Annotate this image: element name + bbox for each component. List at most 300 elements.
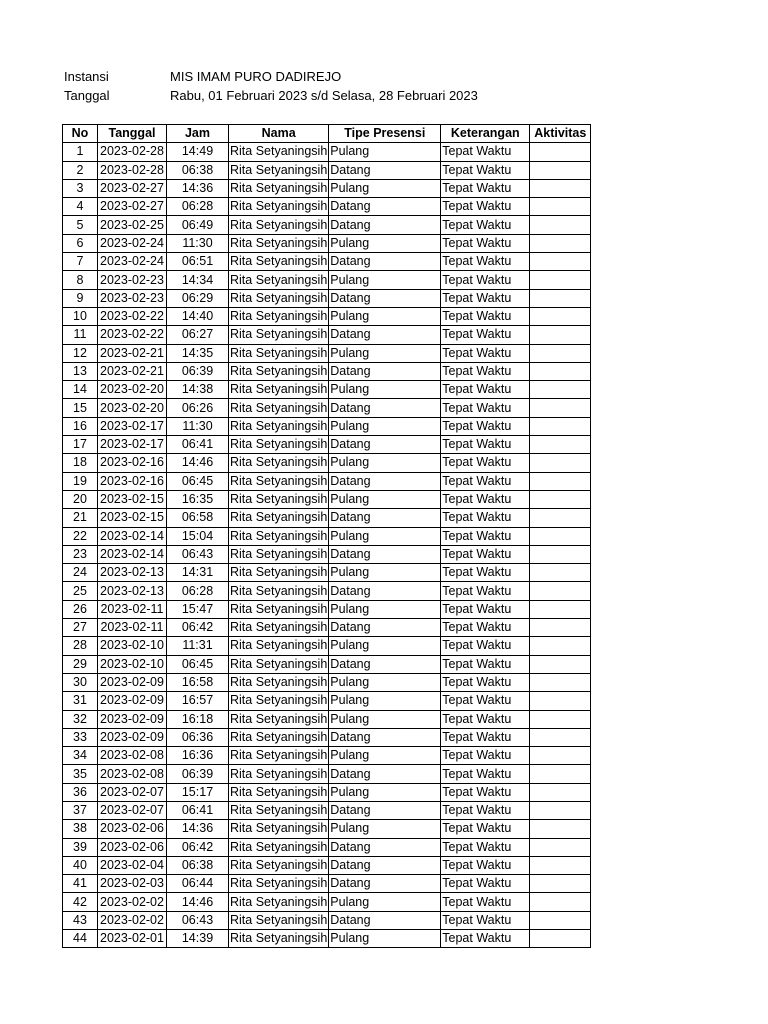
cell-nama: Rita Setyaningsih xyxy=(229,253,329,271)
cell-nama: Rita Setyaningsih xyxy=(229,545,329,563)
cell-nama: Rita Setyaningsih xyxy=(229,289,329,307)
cell-jam: 14:49 xyxy=(167,143,229,161)
cell-keterangan: Tepat Waktu xyxy=(441,564,530,582)
table-row xyxy=(63,765,591,783)
header-tanggal: Tanggal xyxy=(98,125,167,143)
cell-nama: Rita Setyaningsih xyxy=(229,417,329,435)
table-row xyxy=(63,637,591,655)
table-row xyxy=(63,820,591,838)
cell-aktivitas xyxy=(530,527,591,545)
table-row xyxy=(63,893,591,911)
cell-nama: Rita Setyaningsih xyxy=(229,783,329,801)
cell-tipe-presensi: Pulang xyxy=(329,381,441,399)
cell-aktivitas xyxy=(530,216,591,234)
table-row xyxy=(63,838,591,856)
cell-jam: 06:44 xyxy=(167,875,229,893)
cell-nama: Rita Setyaningsih xyxy=(229,527,329,545)
cell-tipe-presensi: Datang xyxy=(329,582,441,600)
cell-tanggal: 2023-02-02 xyxy=(98,911,167,929)
cell-tipe-presensi: Datang xyxy=(329,472,441,490)
cell-aktivitas xyxy=(530,838,591,856)
cell-tipe-presensi: Datang xyxy=(329,911,441,929)
table-row xyxy=(63,253,591,271)
cell-jam: 11:31 xyxy=(167,637,229,655)
table-row xyxy=(63,454,591,472)
cell-tanggal: 2023-02-16 xyxy=(98,454,167,472)
table-row xyxy=(63,564,591,582)
cell-tipe-presensi: Pulang xyxy=(329,637,441,655)
cell-jam: 06:42 xyxy=(167,838,229,856)
table-row xyxy=(63,216,591,234)
cell-keterangan: Tepat Waktu xyxy=(441,582,530,600)
cell-tanggal: 2023-02-10 xyxy=(98,637,167,655)
cell-aktivitas xyxy=(530,673,591,691)
cell-tanggal: 2023-02-22 xyxy=(98,307,167,325)
cell-jam: 14:40 xyxy=(167,307,229,325)
cell-tipe-presensi: Pulang xyxy=(329,417,441,435)
cell-jam: 14:36 xyxy=(167,820,229,838)
cell-nama: Rita Setyaningsih xyxy=(229,692,329,710)
cell-aktivitas xyxy=(530,801,591,819)
cell-nama: Rita Setyaningsih xyxy=(229,161,329,179)
table-row xyxy=(63,417,591,435)
cell-keterangan: Tepat Waktu xyxy=(441,253,530,271)
cell-nama: Rita Setyaningsih xyxy=(229,637,329,655)
cell-keterangan: Tepat Waktu xyxy=(441,307,530,325)
cell-tanggal: 2023-02-27 xyxy=(98,198,167,216)
header-nama: Nama xyxy=(229,125,329,143)
cell-jam: 06:39 xyxy=(167,765,229,783)
cell-tanggal: 2023-02-06 xyxy=(98,820,167,838)
cell-aktivitas xyxy=(530,856,591,874)
table-row xyxy=(63,436,591,454)
cell-aktivitas xyxy=(530,600,591,618)
cell-jam: 06:45 xyxy=(167,655,229,673)
table-header-row xyxy=(63,125,591,143)
table-row xyxy=(63,509,591,527)
cell-tanggal: 2023-02-06 xyxy=(98,838,167,856)
cell-keterangan: Tepat Waktu xyxy=(441,454,530,472)
cell-keterangan: Tepat Waktu xyxy=(441,417,530,435)
cell-tipe-presensi: Pulang xyxy=(329,893,441,911)
cell-jam: 06:49 xyxy=(167,216,229,234)
cell-aktivitas xyxy=(530,509,591,527)
cell-tipe-presensi: Pulang xyxy=(329,344,441,362)
cell-jam: 06:38 xyxy=(167,856,229,874)
cell-keterangan: Tepat Waktu xyxy=(441,856,530,874)
cell-no: 35 xyxy=(63,765,98,783)
cell-nama: Rita Setyaningsih xyxy=(229,271,329,289)
table-row xyxy=(63,911,591,929)
cell-aktivitas xyxy=(530,271,591,289)
cell-keterangan: Tepat Waktu xyxy=(441,326,530,344)
cell-tipe-presensi: Datang xyxy=(329,362,441,380)
cell-tipe-presensi: Datang xyxy=(329,838,441,856)
cell-keterangan: Tepat Waktu xyxy=(441,381,530,399)
cell-jam: 15:04 xyxy=(167,527,229,545)
cell-tanggal: 2023-02-16 xyxy=(98,472,167,490)
cell-jam: 06:51 xyxy=(167,253,229,271)
cell-aktivitas xyxy=(530,472,591,490)
cell-keterangan: Tepat Waktu xyxy=(441,490,530,508)
cell-keterangan: Tepat Waktu xyxy=(441,875,530,893)
cell-tipe-presensi: Pulang xyxy=(329,564,441,582)
cell-no: 9 xyxy=(63,289,98,307)
cell-tanggal: 2023-02-14 xyxy=(98,527,167,545)
cell-keterangan: Tepat Waktu xyxy=(441,747,530,765)
cell-aktivitas xyxy=(530,289,591,307)
cell-tanggal: 2023-02-14 xyxy=(98,545,167,563)
cell-tanggal: 2023-02-13 xyxy=(98,582,167,600)
cell-nama: Rita Setyaningsih xyxy=(229,801,329,819)
cell-tanggal: 2023-02-21 xyxy=(98,344,167,362)
cell-jam: 06:58 xyxy=(167,509,229,527)
cell-aktivitas xyxy=(530,820,591,838)
cell-tanggal: 2023-02-22 xyxy=(98,326,167,344)
cell-aktivitas xyxy=(530,143,591,161)
cell-tipe-presensi: Pulang xyxy=(329,783,441,801)
cell-no: 30 xyxy=(63,673,98,691)
cell-tipe-presensi: Pulang xyxy=(329,307,441,325)
cell-jam: 06:27 xyxy=(167,326,229,344)
table-row xyxy=(63,307,591,325)
cell-nama: Rita Setyaningsih xyxy=(229,930,329,948)
cell-jam: 16:57 xyxy=(167,692,229,710)
table-row xyxy=(63,289,591,307)
cell-nama: Rita Setyaningsih xyxy=(229,564,329,582)
cell-jam: 06:36 xyxy=(167,728,229,746)
cell-jam: 16:36 xyxy=(167,747,229,765)
cell-tanggal: 2023-02-27 xyxy=(98,179,167,197)
cell-aktivitas xyxy=(530,344,591,362)
cell-tipe-presensi: Pulang xyxy=(329,527,441,545)
cell-keterangan: Tepat Waktu xyxy=(441,362,530,380)
cell-no: 43 xyxy=(63,911,98,929)
cell-tanggal: 2023-02-17 xyxy=(98,436,167,454)
cell-keterangan: Tepat Waktu xyxy=(441,344,530,362)
cell-tipe-presensi: Pulang xyxy=(329,820,441,838)
cell-nama: Rita Setyaningsih xyxy=(229,344,329,362)
cell-aktivitas xyxy=(530,692,591,710)
cell-keterangan: Tepat Waktu xyxy=(441,198,530,216)
cell-keterangan: Tepat Waktu xyxy=(441,655,530,673)
cell-tipe-presensi: Datang xyxy=(329,765,441,783)
cell-jam: 16:58 xyxy=(167,673,229,691)
cell-tipe-presensi: Datang xyxy=(329,399,441,417)
cell-nama: Rita Setyaningsih xyxy=(229,856,329,874)
cell-aktivitas xyxy=(530,307,591,325)
cell-tanggal: 2023-02-03 xyxy=(98,875,167,893)
cell-jam: 11:30 xyxy=(167,234,229,252)
cell-no: 38 xyxy=(63,820,98,838)
cell-aktivitas xyxy=(530,619,591,637)
cell-no: 23 xyxy=(63,545,98,563)
cell-nama: Rita Setyaningsih xyxy=(229,911,329,929)
cell-tanggal: 2023-02-13 xyxy=(98,564,167,582)
cell-tipe-presensi: Pulang xyxy=(329,747,441,765)
cell-tipe-presensi: Pulang xyxy=(329,490,441,508)
cell-keterangan: Tepat Waktu xyxy=(441,893,530,911)
cell-no: 29 xyxy=(63,655,98,673)
cell-jam: 06:39 xyxy=(167,362,229,380)
cell-aktivitas xyxy=(530,161,591,179)
cell-no: 16 xyxy=(63,417,98,435)
cell-tanggal: 2023-02-24 xyxy=(98,234,167,252)
cell-nama: Rita Setyaningsih xyxy=(229,362,329,380)
table-row xyxy=(63,271,591,289)
cell-keterangan: Tepat Waktu xyxy=(441,472,530,490)
cell-tipe-presensi: Datang xyxy=(329,728,441,746)
cell-nama: Rita Setyaningsih xyxy=(229,326,329,344)
table-row xyxy=(63,875,591,893)
table-row xyxy=(63,710,591,728)
cell-tanggal: 2023-02-20 xyxy=(98,381,167,399)
cell-aktivitas xyxy=(530,710,591,728)
cell-keterangan: Tepat Waktu xyxy=(441,710,530,728)
cell-tipe-presensi: Pulang xyxy=(329,673,441,691)
cell-no: 2 xyxy=(63,161,98,179)
cell-tanggal: 2023-02-09 xyxy=(98,673,167,691)
cell-tipe-presensi: Pulang xyxy=(329,710,441,728)
cell-keterangan: Tepat Waktu xyxy=(441,600,530,618)
cell-tanggal: 2023-02-10 xyxy=(98,655,167,673)
table-row xyxy=(63,472,591,490)
cell-keterangan: Tepat Waktu xyxy=(441,399,530,417)
cell-nama: Rita Setyaningsih xyxy=(229,381,329,399)
cell-tipe-presensi: Datang xyxy=(329,509,441,527)
table-row xyxy=(63,930,591,948)
cell-tipe-presensi: Pulang xyxy=(329,600,441,618)
cell-no: 24 xyxy=(63,564,98,582)
cell-no: 31 xyxy=(63,692,98,710)
cell-no: 15 xyxy=(63,399,98,417)
cell-keterangan: Tepat Waktu xyxy=(441,930,530,948)
cell-no: 37 xyxy=(63,801,98,819)
cell-no: 25 xyxy=(63,582,98,600)
table-row xyxy=(63,655,591,673)
header-keterangan: Keterangan xyxy=(441,125,530,143)
tanggal-row xyxy=(64,87,478,106)
cell-keterangan: Tepat Waktu xyxy=(441,289,530,307)
cell-aktivitas xyxy=(530,747,591,765)
cell-jam: 16:35 xyxy=(167,490,229,508)
cell-nama: Rita Setyaningsih xyxy=(229,838,329,856)
table-row xyxy=(63,362,591,380)
cell-tipe-presensi: Datang xyxy=(329,875,441,893)
cell-tipe-presensi: Datang xyxy=(329,436,441,454)
cell-aktivitas xyxy=(530,655,591,673)
cell-tanggal: 2023-02-08 xyxy=(98,765,167,783)
cell-jam: 14:31 xyxy=(167,564,229,582)
cell-tipe-presensi: Datang xyxy=(329,216,441,234)
cell-aktivitas xyxy=(530,179,591,197)
table-row xyxy=(63,673,591,691)
cell-tipe-presensi: Pulang xyxy=(329,179,441,197)
cell-keterangan: Tepat Waktu xyxy=(441,527,530,545)
cell-jam: 06:28 xyxy=(167,198,229,216)
cell-nama: Rita Setyaningsih xyxy=(229,765,329,783)
cell-no: 42 xyxy=(63,893,98,911)
cell-tanggal: 2023-02-02 xyxy=(98,893,167,911)
cell-aktivitas xyxy=(530,399,591,417)
header-tipe-presensi: Tipe Presensi xyxy=(329,125,441,143)
cell-nama: Rita Setyaningsih xyxy=(229,198,329,216)
cell-aktivitas xyxy=(530,783,591,801)
cell-aktivitas xyxy=(530,765,591,783)
cell-no: 33 xyxy=(63,728,98,746)
cell-tipe-presensi: Datang xyxy=(329,801,441,819)
table-row xyxy=(63,600,591,618)
table-row xyxy=(63,783,591,801)
cell-aktivitas xyxy=(530,436,591,454)
cell-nama: Rita Setyaningsih xyxy=(229,600,329,618)
cell-tipe-presensi: Datang xyxy=(329,545,441,563)
cell-no: 40 xyxy=(63,856,98,874)
cell-nama: Rita Setyaningsih xyxy=(229,307,329,325)
cell-aktivitas xyxy=(530,911,591,929)
cell-jam: 06:41 xyxy=(167,801,229,819)
cell-tanggal: 2023-02-11 xyxy=(98,600,167,618)
cell-tanggal: 2023-02-07 xyxy=(98,783,167,801)
cell-tanggal: 2023-02-09 xyxy=(98,692,167,710)
cell-nama: Rita Setyaningsih xyxy=(229,820,329,838)
cell-keterangan: Tepat Waktu xyxy=(441,545,530,563)
cell-aktivitas xyxy=(530,582,591,600)
table-row xyxy=(63,143,591,161)
cell-no: 13 xyxy=(63,362,98,380)
cell-keterangan: Tepat Waktu xyxy=(441,271,530,289)
cell-aktivitas xyxy=(530,875,591,893)
cell-jam: 16:18 xyxy=(167,710,229,728)
cell-no: 4 xyxy=(63,198,98,216)
cell-keterangan: Tepat Waktu xyxy=(441,234,530,252)
table-row xyxy=(63,490,591,508)
cell-keterangan: Tepat Waktu xyxy=(441,838,530,856)
report-meta xyxy=(64,68,478,105)
cell-tanggal: 2023-02-20 xyxy=(98,399,167,417)
cell-aktivitas xyxy=(530,253,591,271)
cell-tipe-presensi: Datang xyxy=(329,198,441,216)
cell-tanggal: 2023-02-07 xyxy=(98,801,167,819)
cell-no: 28 xyxy=(63,637,98,655)
cell-tanggal: 2023-02-23 xyxy=(98,289,167,307)
cell-jam: 06:26 xyxy=(167,399,229,417)
cell-keterangan: Tepat Waktu xyxy=(441,637,530,655)
table-row xyxy=(63,619,591,637)
cell-tanggal: 2023-02-24 xyxy=(98,253,167,271)
cell-no: 18 xyxy=(63,454,98,472)
cell-nama: Rita Setyaningsih xyxy=(229,747,329,765)
cell-nama: Rita Setyaningsih xyxy=(229,216,329,234)
cell-nama: Rita Setyaningsih xyxy=(229,472,329,490)
table-row xyxy=(63,582,591,600)
attendance-table xyxy=(62,124,591,948)
cell-no: 3 xyxy=(63,179,98,197)
cell-no: 21 xyxy=(63,509,98,527)
cell-keterangan: Tepat Waktu xyxy=(441,783,530,801)
cell-tipe-presensi: Datang xyxy=(329,289,441,307)
cell-jam: 06:42 xyxy=(167,619,229,637)
cell-tanggal: 2023-02-01 xyxy=(98,930,167,948)
table-row xyxy=(63,856,591,874)
tanggal-value: Rabu, 01 Februari 2023 s/d Selasa, 28 Februari 2023 xyxy=(170,87,478,103)
cell-aktivitas xyxy=(530,564,591,582)
cell-aktivitas xyxy=(530,728,591,746)
cell-nama: Rita Setyaningsih xyxy=(229,143,329,161)
cell-nama: Rita Setyaningsih xyxy=(229,399,329,417)
cell-nama: Rita Setyaningsih xyxy=(229,234,329,252)
cell-tanggal: 2023-02-23 xyxy=(98,271,167,289)
cell-nama: Rita Setyaningsih xyxy=(229,436,329,454)
cell-jam: 06:41 xyxy=(167,436,229,454)
instansi-value: MIS IMAM PURO DADIREJO xyxy=(170,69,342,84)
cell-no: 11 xyxy=(63,326,98,344)
instansi-row xyxy=(64,68,478,87)
header-no: No xyxy=(63,125,98,143)
cell-aktivitas xyxy=(530,637,591,655)
cell-no: 22 xyxy=(63,527,98,545)
cell-aktivitas xyxy=(530,381,591,399)
cell-no: 1 xyxy=(63,143,98,161)
cell-jam: 14:36 xyxy=(167,179,229,197)
cell-nama: Rita Setyaningsih xyxy=(229,710,329,728)
cell-tipe-presensi: Datang xyxy=(329,655,441,673)
table-row xyxy=(63,728,591,746)
cell-keterangan: Tepat Waktu xyxy=(441,619,530,637)
cell-no: 8 xyxy=(63,271,98,289)
cell-tipe-presensi: Datang xyxy=(329,856,441,874)
cell-aktivitas xyxy=(530,198,591,216)
cell-aktivitas xyxy=(530,893,591,911)
cell-keterangan: Tepat Waktu xyxy=(441,216,530,234)
cell-aktivitas xyxy=(530,545,591,563)
cell-no: 34 xyxy=(63,747,98,765)
tanggal-label: Tanggal xyxy=(64,87,110,103)
cell-no: 39 xyxy=(63,838,98,856)
cell-jam: 06:28 xyxy=(167,582,229,600)
cell-keterangan: Tepat Waktu xyxy=(441,911,530,929)
cell-tanggal: 2023-02-28 xyxy=(98,143,167,161)
cell-no: 41 xyxy=(63,875,98,893)
cell-aktivitas xyxy=(530,930,591,948)
cell-keterangan: Tepat Waktu xyxy=(441,765,530,783)
cell-keterangan: Tepat Waktu xyxy=(441,673,530,691)
table-row xyxy=(63,527,591,545)
cell-jam: 15:17 xyxy=(167,783,229,801)
table-row xyxy=(63,234,591,252)
cell-jam: 14:39 xyxy=(167,930,229,948)
cell-tipe-presensi: Datang xyxy=(329,326,441,344)
cell-tipe-presensi: Datang xyxy=(329,253,441,271)
table-body xyxy=(63,143,591,948)
cell-keterangan: Tepat Waktu xyxy=(441,436,530,454)
table-row xyxy=(63,747,591,765)
cell-jam: 14:46 xyxy=(167,454,229,472)
cell-nama: Rita Setyaningsih xyxy=(229,875,329,893)
cell-aktivitas xyxy=(530,417,591,435)
cell-jam: 06:29 xyxy=(167,289,229,307)
cell-tanggal: 2023-02-15 xyxy=(98,490,167,508)
cell-tipe-presensi: Pulang xyxy=(329,234,441,252)
header-jam: Jam xyxy=(167,125,229,143)
cell-aktivitas xyxy=(530,454,591,472)
cell-nama: Rita Setyaningsih xyxy=(229,509,329,527)
cell-aktivitas xyxy=(530,234,591,252)
instansi-label: Instansi xyxy=(64,69,109,84)
cell-no: 20 xyxy=(63,490,98,508)
cell-no: 14 xyxy=(63,381,98,399)
cell-keterangan: Tepat Waktu xyxy=(441,728,530,746)
